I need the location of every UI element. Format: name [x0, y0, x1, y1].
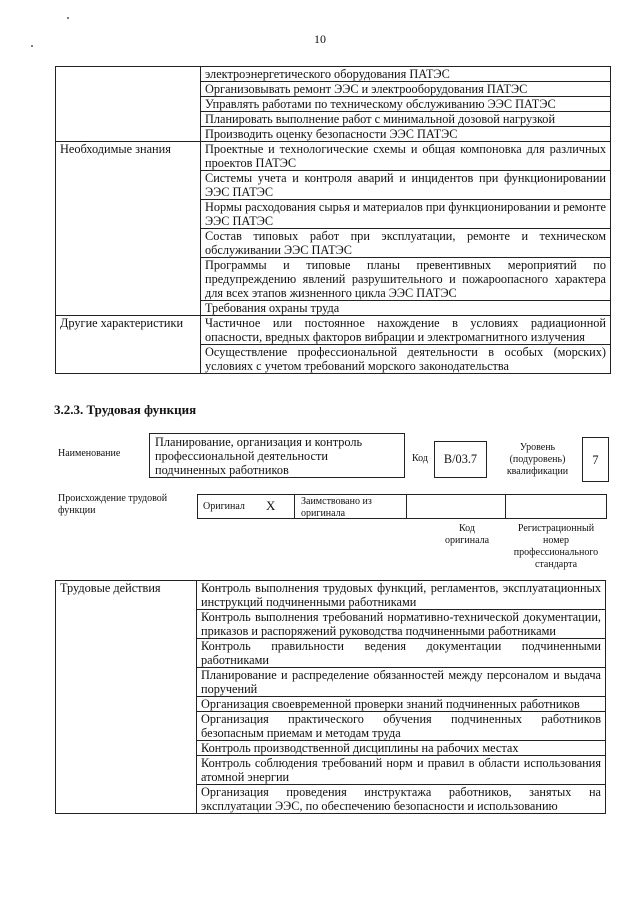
knowledge-table — [55, 66, 611, 374]
code-label: Код — [412, 453, 428, 464]
table-cell: Организовывать ремонт ЭЭС и электрооборудования ПАТЭС — [201, 82, 611, 97]
table-cell: Осуществление профессиональной деятельности в особых (морских) условиях с учетом требований морского законодательства — [201, 345, 611, 374]
level-box — [582, 437, 609, 482]
table-cell: Планирование и распределение обязанностей между персоналом и выдача поручений — [197, 668, 606, 697]
table-cell: Организация проведения инструктажа работников, занятых на эксплуатации ЭЭС, по обеспечению безопасности и использованию — [197, 785, 606, 814]
section-title: 3.2.3. Трудовая функция — [54, 402, 197, 417]
table-cell: Требования охраны труда — [201, 301, 611, 316]
table-cell: Контроль выполнения трудовых функций, регламентов, эксплуатационных инструкций подчиненными работниками — [197, 581, 606, 610]
table-cell: Контроль правильности ведения документации подчиненными работниками — [197, 639, 606, 668]
name-box — [149, 433, 405, 478]
row-label-actions: Трудовые действия — [56, 581, 197, 814]
page-number: 10 — [314, 32, 326, 46]
origin-row — [197, 494, 607, 519]
table-cell: Планировать выполнение работ с минимальной дозовой нагрузкой — [201, 112, 611, 127]
table-cell: Системы учета и контроля аварий и инцидентов при функционировании ЭЭС ПАТЭС — [201, 171, 611, 200]
level-label: Уровень (подуровень) квалификации — [506, 442, 569, 477]
code-box — [434, 441, 487, 478]
original-label: Оригинал — [203, 501, 245, 512]
actions-table — [55, 580, 606, 814]
divider — [406, 495, 407, 519]
borrowed-label: Заимствовано из оригинала — [301, 496, 372, 519]
name-label: Наименование — [58, 448, 121, 459]
table-cell: Контроль соблюдения требований норм и правил в области использования атомной энергии — [197, 756, 606, 785]
row-label-knowledge: Необходимые знания — [56, 142, 201, 316]
table-cell: Состав типовых работ при эксплуатации, ремонте и техническом обслуживании ЭЭС ПАТЭС — [201, 229, 611, 258]
table-cell: Производить оценку безопасности ЭЭС ПАТЭС — [201, 127, 611, 142]
row-label — [56, 67, 201, 142]
table-cell: Нормы расходования сырья и материалов при функционировании и ремонте ЭЭС ПАТЭС — [201, 200, 611, 229]
table-cell: Частичное или постоянное нахождение в условиях радиационной опасности, вредных факторов вибрации и электромагнитного излучения — [201, 316, 611, 345]
table-cell: электроэнергетического оборудования ПАТЭС — [201, 67, 611, 82]
table-cell: Контроль производственной дисциплины на рабочих местах — [197, 741, 606, 756]
original-mark: X — [266, 498, 276, 513]
divider — [294, 495, 295, 519]
divider — [505, 495, 506, 519]
table-cell: Контроль выполнения требований нормативно-технической документации, приказов и распоряжений руководства подчиненными работниками — [197, 610, 606, 639]
table-cell: Организация своевременной проверки знаний подчиненных работников — [197, 697, 606, 712]
table-cell: Проектные и технологические схемы и общая компоновка для различных проектов ПАТЭС — [201, 142, 611, 171]
table-cell: Управлять работами по техническому обслуживанию ЭЭС ПАТЭС — [201, 97, 611, 112]
row-label-other: Другие характеристики — [56, 316, 201, 374]
level-value: 7 — [592, 453, 599, 467]
origin-label: Происхождение трудовой функции — [58, 493, 168, 516]
table-cell: Программы и типовые планы превентивных мероприятий по предупреждению явлений разрушительного и пожароопасного характера для всех этапов жизненного цикла ЭЭС ПАТЭС — [201, 258, 611, 301]
code-original-caption: Код оригинала — [444, 523, 490, 546]
table-cell: Организация практического обучения подчиненных работников безопасным приемам и методам труда — [197, 712, 606, 741]
code-value: B/03.7 — [443, 452, 478, 466]
reg-number-caption: Регистрационный номер профессионального стандарта — [513, 523, 599, 570]
scan-speck — [67, 17, 69, 19]
name-value: Планирование, организация и контроль профессиональной деятельности подчиненных работников — [155, 435, 363, 477]
